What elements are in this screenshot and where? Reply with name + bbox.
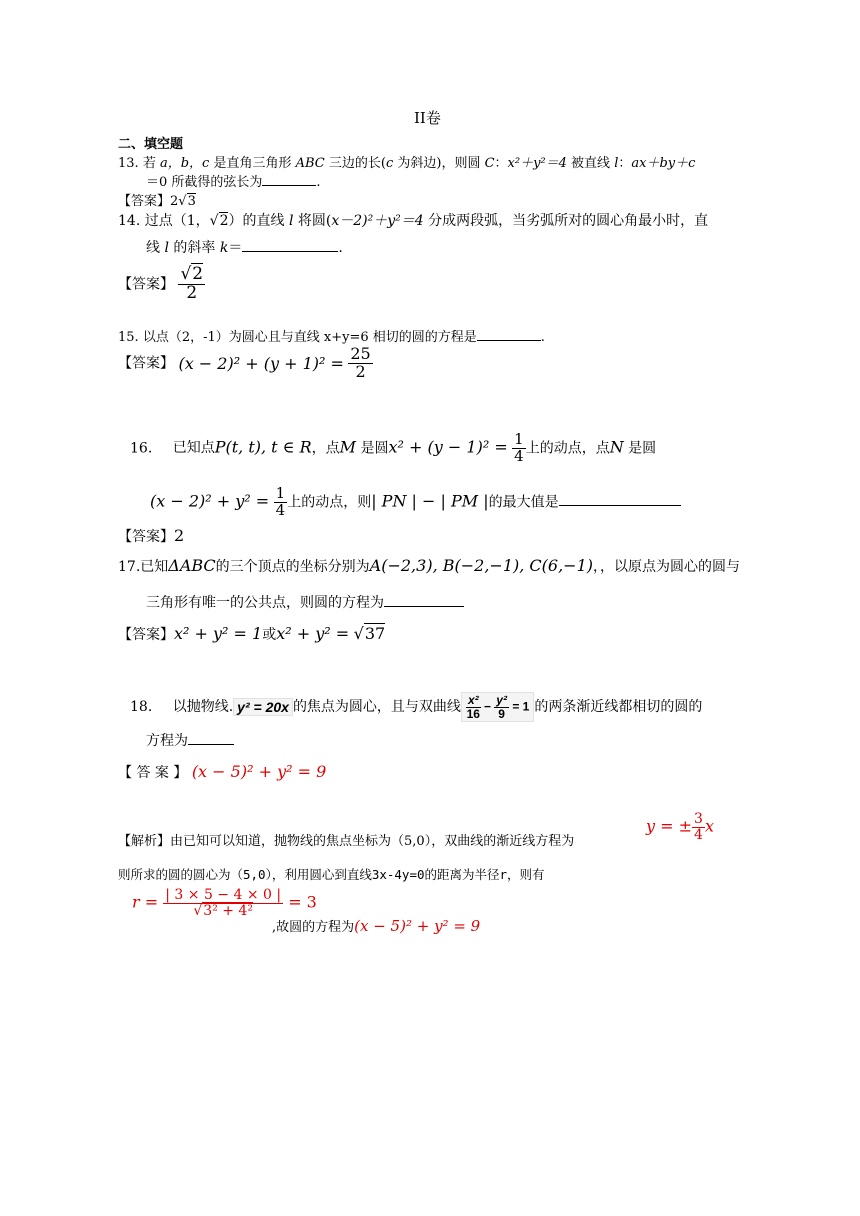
q14-number: 14. [118,213,141,229]
q15-number: 15. [118,330,139,345]
radius-formula: r = $\frac{| 3 \times 5 - 4 \times 0 |}{\text{√3² + 4²}}$ = 3 [132,887,317,919]
answer-label: 【答案】 [118,627,174,643]
answer-label: 【答案】 [118,355,174,372]
q16-number: 16. [130,440,153,457]
analysis-line2: 则所求的圆的圆心为（5,0），利用圆心到直线3x-4y=0的距离为半径r，则有 [118,867,545,882]
answer-blank [262,184,316,186]
q15-line: 15. 以点（2，-1）为圆心且与直线 x+y=6 相切的圆的方程是 . [118,330,545,345]
q17-answer: 【答案】x² + y² = 1或x² + y² = √37 [118,624,386,643]
analysis-label: 【解析】 [118,834,171,849]
answer-blank [242,250,338,252]
sqrt-symbol: √2 [180,264,204,284]
q18-line1: 18. 以抛物线. y² = 20x 的焦点为圆心，且与双曲线 $\frac{\text{x²}}{16}$ − $\frac{\text{y²}}{9}$ = 1 的两条渐近线都相切的圆的 [130,693,703,721]
q17-number: 17. [118,559,141,575]
analysis-line1: 【解析】由已知可以知道，抛物线的焦点坐标为（5,0），双曲线的渐近线方程为 [118,834,575,849]
q16-line2: (x − 2)² + y² = $\frac{1}{4}$ 上的动点，则| PN | − | PM |的最大值是 [150,486,681,519]
fraction: $\frac{1}{4}$ [514,430,524,465]
answer-label: 【答案】 [118,276,174,293]
hyperbola-formula-image: $\frac{\text{x²}}{16}$ − $\frac{\text{y²}}{9}$ = 1 [461,692,534,722]
q15-answer: 【答案】 (x − 2)² + (y + 1)² = $\frac{25}{2}$ [118,344,371,381]
parabola-formula-image: y² = 20x [233,698,293,716]
answer-blank [188,743,234,745]
sqrt-symbol: √2 [209,213,229,229]
q13-line2: ＝0 所截得的弦长为 . [146,175,321,190]
sqrt-symbol: √37 [353,624,386,643]
q17-line1: 17.已知ΔABC的三个顶点的坐标分别为A(−2,3), B(−2,−1), C(6,−1)，，以原点为圆心的圆与 [118,556,740,575]
q16-line1: 16. 已知点P(t, t), t ∈ R，点M 是圆x² + (y − 1)² = $\frac{1}{4}$ 上的动点，点N 是圆 [130,430,657,465]
answer-label: 【 答 案 】 [118,765,188,781]
answer-blank [559,504,681,506]
q17-line2: 三角形有唯一的公共点，则圆的方程为 [146,592,464,612]
answer-blank [384,605,464,607]
part-heading: 二、填空题 [118,136,184,151]
q18-answer: 【 答 案 】 (x − 5)² + y² = 9 [118,762,327,781]
answer-blank [477,339,541,341]
q14-line1: 14. 过点（1，√2）的直线 l 将圆(x－2)²＋y²＝4 分成两段弧，当劣弧所对的圆心角最小时，直 [118,213,709,229]
q18-number: 18. [130,699,153,716]
answer-label: 【答案】 [118,529,174,545]
fraction: $\frac{1}{4}$ [275,484,286,519]
answer-label: 【答案】 [118,194,171,209]
sqrt-symbol: √3 [178,194,196,209]
q13-answer: 【答案】2√3 [118,194,196,209]
fraction: $\frac{25}{2}$ [350,344,371,381]
analysis-conclusion: ,故圆的方程为(x − 5)² + y² = 9 [272,917,481,935]
section-title: II卷 [414,109,441,127]
q13-line1: 13. 若 a，b，c 是直角三角形 ABC 三边的长(c 为斜边)，则圆 C：x²＋y²＝4 被直线 l：ax＋by＋c [118,156,696,171]
asymptote-formula: y = ± $\frac{3}{4}$ x [646,811,714,843]
q18-line2: 方程为 [146,730,234,750]
q14-answer [118,266,205,303]
q13-number: 13. [118,156,139,171]
fraction: $\frac{√2}{2}$ [180,264,204,303]
q16-answer: 【答案】2 [118,526,185,545]
q14-line2: 线 l 的斜率 k＝ . [146,240,343,256]
